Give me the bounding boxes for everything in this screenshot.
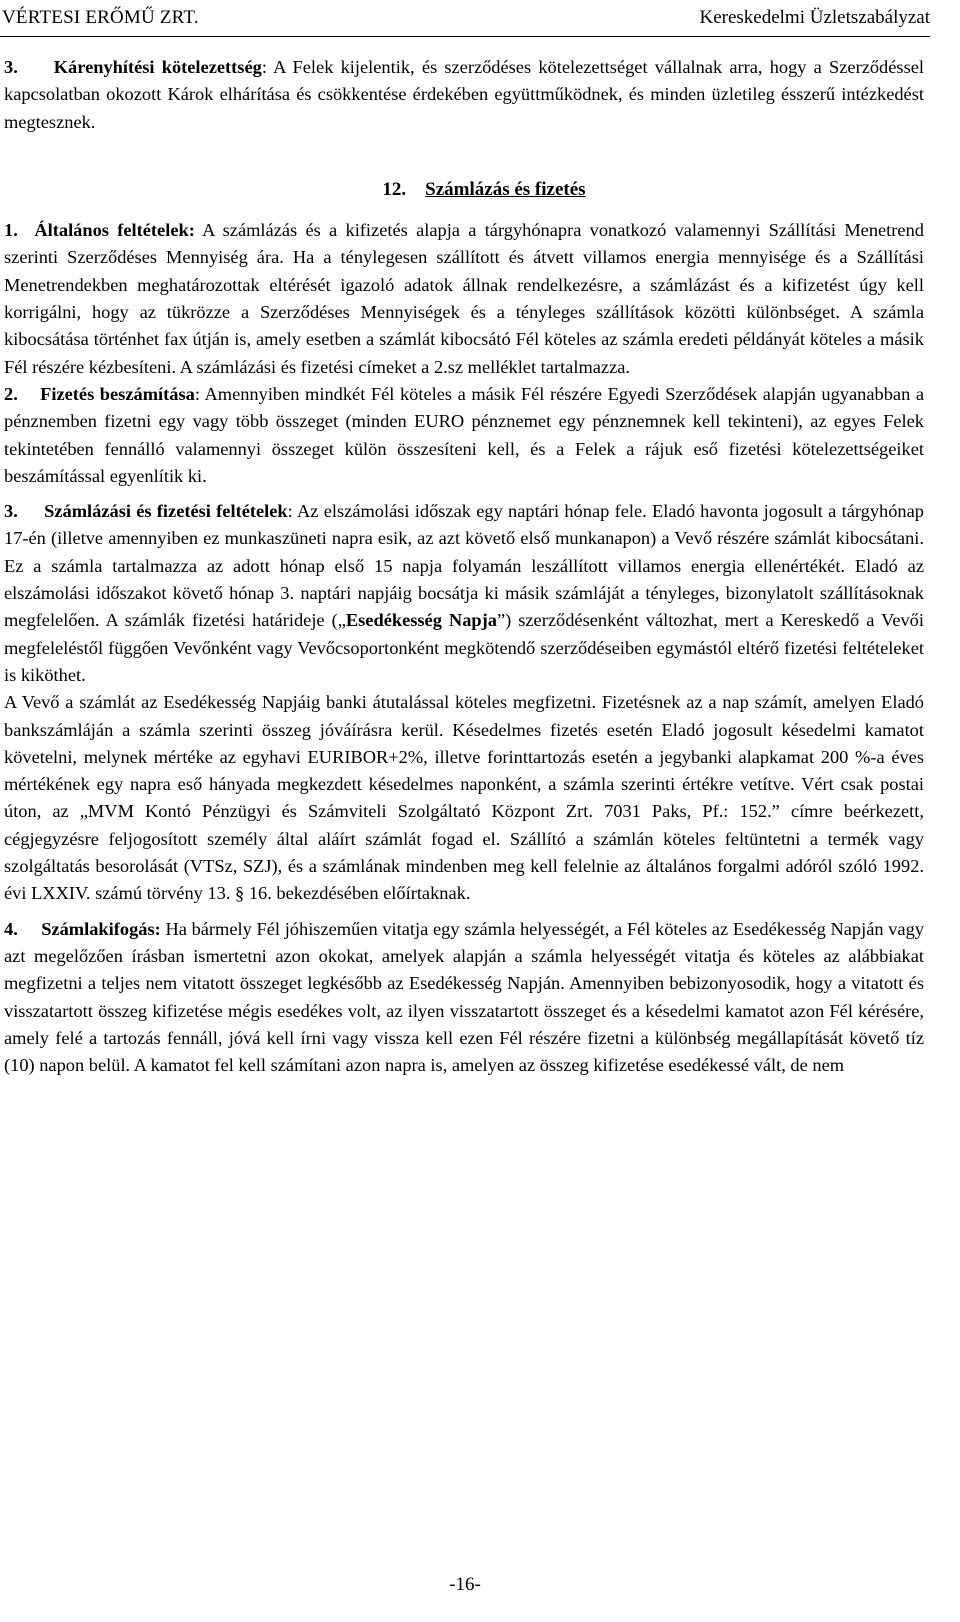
paragraph-title: Általános feltételek: — [34, 220, 195, 241]
page-number: -16- — [449, 1574, 481, 1595]
paragraph-number: 1. — [4, 220, 18, 241]
paragraph-beszamitas — [4, 381, 924, 490]
paragraph-text: A Vevő a számlát az Esedékesség Napjáig banki átutalással köteles megfizetni. Fizetésnek az a nap számít, amelyen Eladó bankszámláján a számla szerinti összeg jóváírásra kerül. Késedelmes fizetés esetén Eladó jogosult késedelmi kamatot követelni, melynek mértéke az egyhavi EURIBOR+2%, illetve forinttartozás esetén a jegybanki alapkamat 200 %-a éves mértékének egy napra eső hányada megkezdett késedelmes naponként, a számla szerinti értékre vetítve. Vért csak postai úton, az „MVM Kontó Pénzügyi és Számviteli Szolgáltató Központ Zrt. 7031 Paks, Pf.: 152.” címre beérkezett, cégjegyzésre feljogosított személy által aláírt számlát fogad el. Szállító a számlán köteles feltüntetni a termék vagy szolgáltatás besorolását (VTSz, SZJ), és a számlának mindenben meg kell felelnie az általános forgalmi adóról szóló 1992. évi LXXIV. számú törvény 13. § 16. bekezdésében előírtaknak. — [4, 692, 924, 904]
paragraph-number: 3. — [4, 501, 18, 522]
paragraph-number: 2. — [4, 383, 18, 404]
page-header — [0, 6, 930, 36]
section-number: 12. — [382, 178, 407, 200]
paragraph-text: : Az elszámolási időszak egy naptári hónap fele. Eladó havonta jogosult a tárgyhónap 17-én (illetve amennyiben ez munkaszüneti napra esik, az azt követő első munkanapon) a Vevő részére számlát kibocsátani. Ez a számla tartalmazza az adott hónap első 15 napja folyamán leszállított villamos energia ellenértékét. Eladó az elszámolási időszakot követő hónap 3. naptári napjáig bocsátja ki másik számláját a tényleges, bizonylatolt szállításoknak megfelelően. A számlák fizetési határideje („ — [4, 501, 924, 631]
header-rule — [0, 36, 930, 37]
paragraph-szamlazasi — [4, 498, 924, 689]
paragraph-text: Ha bármely Fél jóhiszeműen vitatja egy számla helyességét, a Fél köteles az Esedékesség Napján vagy azt megelőzően írásban ismertetni azon okokat, amelyek alapján a számla helyességét vitatja és köteles az alábbiakat megfizetni a teljes nem vitatott összeget legkésőbb az Esedékesség Napján. Amennyiben bebizonyosodik, hogy a vitatott és visszatartott összeg kifizetése mégis esedékes volt, az ilyen visszatartott összeget és a késedelmi kamatot azon Fél kérésére, amely felé a tartozás fennáll, jóvá kell írni vagy vissza kell ezen Fél részére fizetni a különbség megállapítását követő tíz (10) napon belül. A kamatot fel kell számítani azon napra is, amelyen az összeg kifizetése esedékessé vált, de nem — [4, 918, 924, 1076]
paragraph-text: : A Felek kijelentik, és szerződéses kötelezettséget vállalnak arra, hogy a Szerződéssel kapcsolatban okozott Károk elhárítása és csökkentése érdekében együttműködnek, és minden üzletileg ésszerű intézkedést megtesznek. — [4, 57, 925, 132]
paragraph-text: ”) szerződésenként változhat, mert a Kereskedő a Vevői megfeleléstől függően Vevőnként vagy Vevőcsoportonként megkötendő szerződéseiben egymástól eltérő fizetési feltételeket is kiköthet. — [4, 610, 924, 685]
paragraph-title: Kárenyhítési kötelezettség — [53, 57, 262, 77]
paragraph-karenyhitesi — [4, 54, 924, 136]
paragraph-number: 4. — [4, 918, 18, 939]
paragraph-szamlakifogas — [4, 916, 924, 1080]
paragraph-title: Fizetés beszámítása — [40, 383, 195, 404]
document-title: Kereskedelmi Üzletszabályzat — [699, 7, 930, 28]
paragraph-title: Számlázási és fizetési feltételek — [44, 501, 288, 522]
paragraph-szamlazasi-cont — [4, 689, 924, 907]
paragraph-text: : Amennyiben mindkét Fél köteles a másik Fél részére Egyedi Szerződések alapján ugyanabban a pénznemben fizetni egy vagy több összeget (minden EURO pénznemet egy pénznemnek kell tekinteni), az egyes Felek tekintetében fennálló valamennyi összeget külön összesíteni kell, és a Felek a rájuk eső fizetési kötelezettségeiket beszámítással egyenlítik ki. — [4, 383, 925, 486]
paragraph-title: Számlakifogás: — [41, 918, 161, 939]
section-heading-12 — [4, 176, 924, 203]
paragraph-altalanos — [4, 217, 924, 381]
company-name: VÉRTESI ERŐMŰ ZRT. — [2, 7, 199, 28]
defined-term: Esedékesség Napja — [345, 610, 497, 631]
paragraph-text: A számlázás és a kifizetés alapja a tárgyhónapra vonatkozó valamennyi Szállítási Menetrend szerinti Szerződéses Mennyiség ára. Ha a ténylegesen szállított és átvett villamos energia mennyisége és a Szállítási Menetrendekben meghatározottak eltérését igazoló adatok állnak rendelkezésre, a számlázást és a kifizetést úgy kell korrigálni, hogy az tükrözze a Szerződéses Mennyiségek és a tényleges szállítások közötti különbséget. A számla kibocsátása történhet fax útján is, amely esetben a számlát kibocsátó Fél köteles az számla eredeti példányát köteles a másik Fél részére kézbesíteni. A számlázási és fizetési címeket a 2.sz melléklet tartalmazza. — [4, 220, 924, 377]
paragraph-number: 3. — [4, 57, 18, 77]
document-body — [4, 54, 924, 1079]
page-footer — [0, 1574, 930, 1596]
section-title: Számlázás és fizetés — [425, 178, 586, 200]
